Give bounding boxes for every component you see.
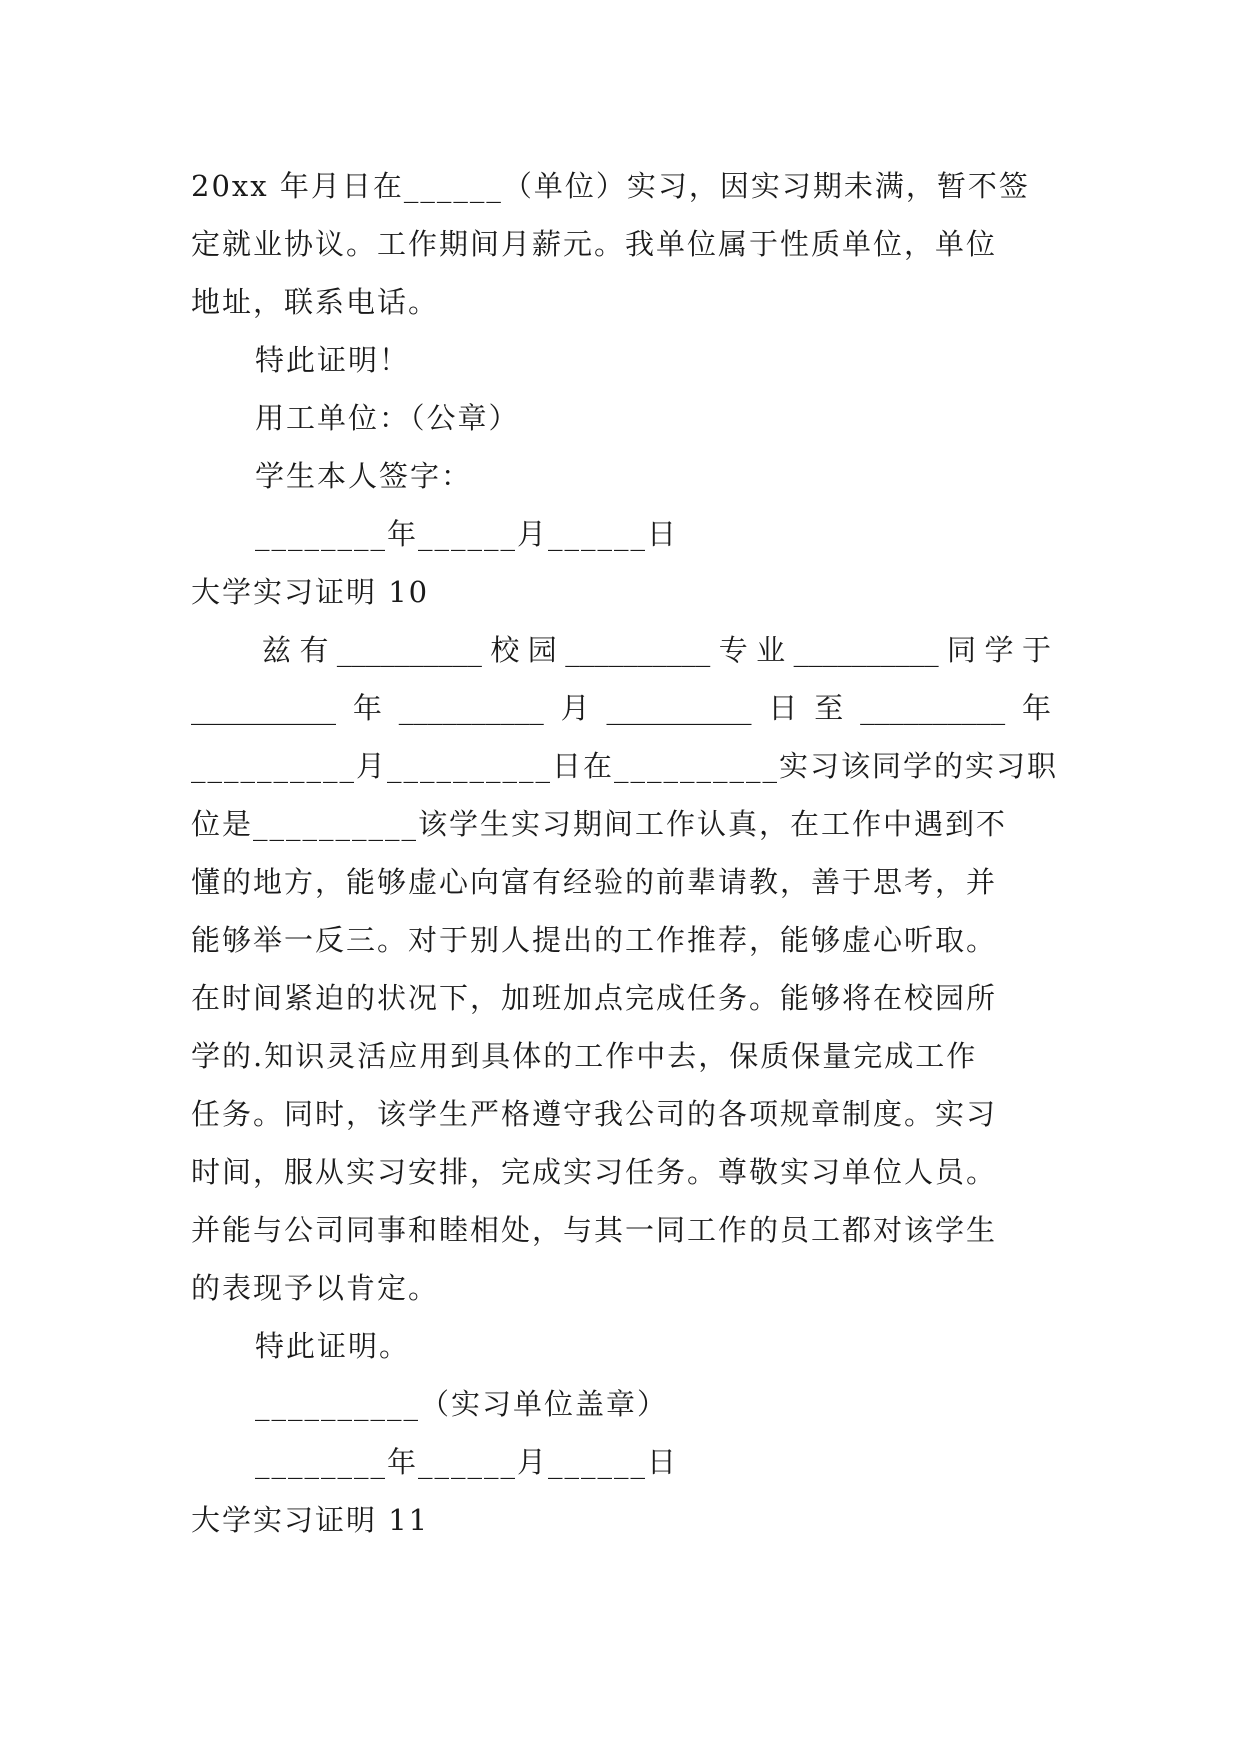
text-segment: 园 <box>527 633 557 667</box>
section-heading: 大学实习证明 11 <box>191 1503 430 1537</box>
date-line: ________年______月______日 <box>255 1445 679 1479</box>
body-line: __________月__________日在__________实习该同学的实习职 <box>191 749 1059 783</box>
closing-text: 特此证明。 <box>255 1329 411 1363</box>
body-line: 位是__________该学生实习期间工作认真，在工作中遇到不 <box>191 807 1008 841</box>
closing-text: 特此证明！ <box>255 343 411 377</box>
student-signature-label: 学生本人签字： <box>255 459 473 493</box>
blank-field: __________ <box>191 691 336 725</box>
text-segment: 至 <box>814 691 844 725</box>
blank-field: __________ <box>398 691 544 725</box>
text-segment: 年 <box>1021 691 1051 725</box>
text-segment: 有 <box>299 633 329 667</box>
body-line: 任务。同时，该学生严格遵守我公司的各项规章制度。实习 <box>191 1097 998 1131</box>
stamp-line: __________（实习单位盖章） <box>255 1387 669 1421</box>
body-line: 学的.知识灵活应用到具体的工作中去，保质保量完成工作 <box>191 1039 978 1073</box>
text-segment: 同 <box>947 633 977 667</box>
body-line: 20xx 年月日在______（单位）实习，因实习期未满，暂不签 <box>191 169 1030 203</box>
body-line: 定就业协议。工作期间月薪元。我单位属于性质单位，单位 <box>191 227 998 261</box>
text-segment: 业 <box>756 633 786 667</box>
blank-field: __________ <box>606 691 752 725</box>
blank-field: __________ <box>336 633 482 667</box>
body-line: 能够举一反三。对于别人提出的工作推荐，能够虚心听取。 <box>191 923 998 957</box>
certificate-first-line <box>262 621 1051 679</box>
text-segment: 于 <box>1021 633 1051 667</box>
certificate-date-range-line <box>191 679 1051 737</box>
text-segment: 学 <box>984 633 1014 667</box>
employer-stamp-label: 用工单位：（公章） <box>255 401 520 435</box>
text-segment: 月 <box>560 691 590 725</box>
text-segment: 专 <box>718 633 748 667</box>
blank-field: __________ <box>860 691 1006 725</box>
body-line: 时间，服从实习安排，完成实习任务。尊敬实习单位人员。 <box>191 1155 998 1189</box>
body-line: 在时间紧迫的状况下，加班加点完成任务。能够将在校园所 <box>191 981 998 1015</box>
body-line: 地址，联系电话。 <box>191 285 440 319</box>
text-segment: 校 <box>490 633 520 667</box>
blank-field: __________ <box>565 633 711 667</box>
body-line: 并能与公司同事和睦相处，与其一同工作的员工都对该学生 <box>191 1213 998 1247</box>
body-line: 懂的地方，能够虚心向富有经验的前辈请教，善于思考，并 <box>191 865 998 899</box>
text-segment: 兹 <box>262 633 292 667</box>
date-line: ________年______月______日 <box>255 517 679 551</box>
section-heading: 大学实习证明 10 <box>191 575 430 609</box>
text-segment: 日 <box>768 691 798 725</box>
blank-field: __________ <box>793 633 939 667</box>
text-segment: 年 <box>352 691 382 725</box>
body-line: 的表现予以肯定。 <box>191 1271 440 1305</box>
